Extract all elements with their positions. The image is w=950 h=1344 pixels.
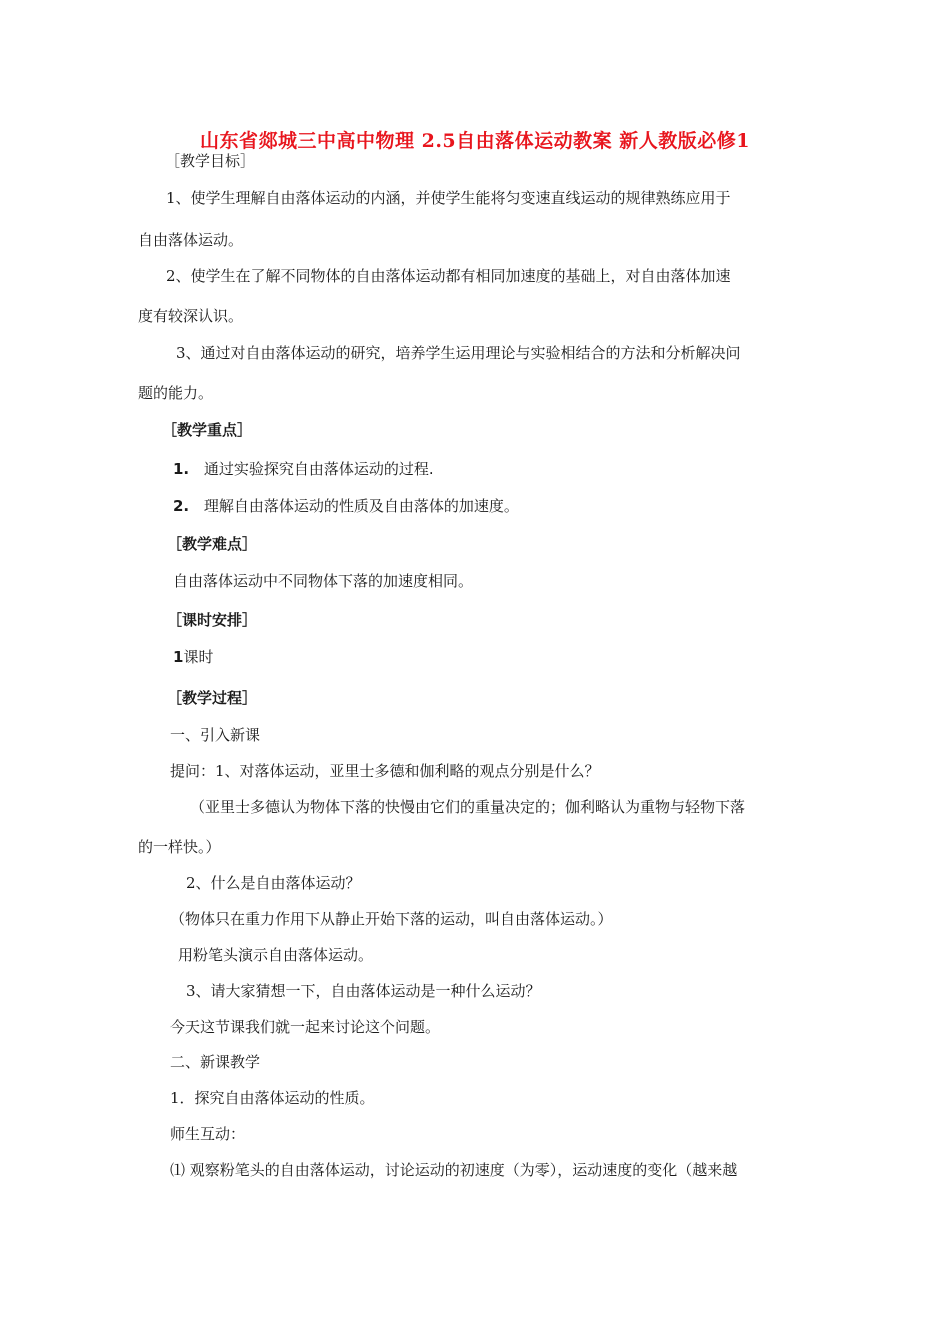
key-point-1-text: 通过实验探究自由落体运动的过程. bbox=[203, 460, 434, 478]
section-heading-key-points: ［教学重点］ bbox=[162, 421, 253, 439]
question-3: 3、请大家猜想一下，自由落体运动是一种什么运动？ bbox=[186, 982, 541, 1000]
document-title: 山东省郯城三中高中物理 2.5自由落体运动教案 新人教版必修1 bbox=[199, 130, 750, 152]
observation-text: ⑴ 观察粉笔头的自由落体运动，讨论运动的初速度（为零），运动速度的变化（越来越 bbox=[170, 1161, 738, 1179]
section-1-heading: 1．探究自由落体运动的性质。 bbox=[170, 1089, 375, 1107]
schedule-unit: 课时 bbox=[183, 648, 214, 666]
answer-2: （物体只在重力作用下从静止开始下落的运动，叫自由落体运动。） bbox=[170, 910, 613, 928]
process-part-1: 一、引入新课 bbox=[170, 726, 261, 744]
interaction-label: 师生互动： bbox=[170, 1125, 246, 1143]
goal-2-line-1: 2、使学生在了解不同物体的自由落体运动都有相同加速度的基础上，对自由落体加速 bbox=[166, 267, 731, 285]
demo-text: 用粉笔头演示自由落体运动。 bbox=[178, 946, 374, 964]
goal-2-line-2: 度有较深认识。 bbox=[138, 307, 244, 325]
key-point-2 bbox=[173, 496, 519, 516]
process-part-2: 二、新课教学 bbox=[170, 1053, 261, 1071]
section-heading-difficulty: ［教学难点］ bbox=[167, 535, 258, 553]
answer-1-line-1: （亚里士多德认为物体下落的快慢由它们的重量决定的；伽利略认为重物与轻物下落 bbox=[190, 798, 746, 816]
key-point-1-number: 1. bbox=[173, 460, 190, 478]
answer-1-line-2: 的一样快。） bbox=[138, 838, 221, 856]
key-point-2-text: 理解自由落体运动的性质及自由落体的加速度。 bbox=[203, 497, 519, 515]
today-text: 今天这节课我们就一起来讨论这个问题。 bbox=[170, 1018, 441, 1036]
goal-1-line-2: 自由落体运动。 bbox=[138, 231, 244, 249]
goal-3-line-2: 题的能力。 bbox=[138, 384, 214, 402]
question-1: 提问：1、对落体运动，亚里士多德和伽利略的观点分别是什么？ bbox=[170, 762, 600, 780]
goal-1-line-1: 1、使学生理解自由落体运动的内涵，并使学生能将匀变速直线运动的规律熟练应用于 bbox=[166, 189, 731, 207]
section-heading-process: ［教学过程］ bbox=[167, 689, 258, 707]
section-heading-schedule: ［课时安排］ bbox=[167, 611, 258, 629]
question-2: 2、什么是自由落体运动？ bbox=[186, 874, 361, 892]
section-heading-goals: ［教学目标］ bbox=[165, 152, 256, 170]
goal-3-line-1: 3、通过对自由落体运动的研究，培养学生运用理论与实验相结合的方法和分析解决问 bbox=[176, 344, 741, 362]
schedule-text bbox=[173, 647, 213, 667]
key-point-1 bbox=[173, 459, 434, 479]
schedule-number: 1 bbox=[173, 648, 184, 666]
key-point-2-number: 2. bbox=[173, 497, 190, 515]
difficulty-text: 自由落体运动中不同物体下落的加速度相同。 bbox=[173, 572, 474, 590]
